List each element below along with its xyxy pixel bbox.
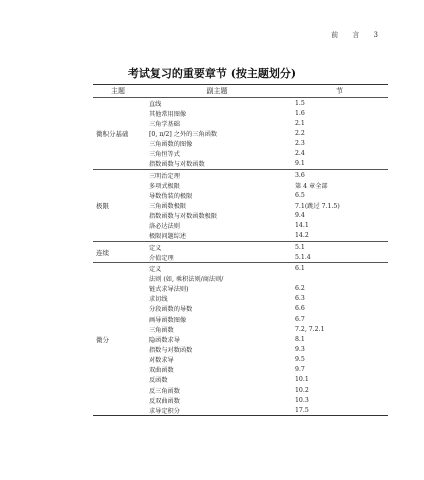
table-row: [143, 149, 388, 159]
section-cell: 6.5: [295, 191, 305, 199]
section-cell: 6.1: [295, 264, 305, 272]
section-cell: 8.1: [295, 335, 305, 343]
subtopic-cell: 导数伪装的极限: [149, 192, 193, 200]
topic-label: 极限: [96, 201, 109, 210]
section-cell: 第 4 章全部: [295, 182, 328, 190]
table-row: [143, 365, 388, 375]
topic-label: 连续: [96, 248, 109, 257]
table-row: [143, 242, 388, 252]
subtopic-cell: 法则 (如, 乘积法则/商法则/: [149, 275, 224, 283]
table-row: [143, 159, 388, 169]
topic-group: [93, 98, 388, 170]
table-row: [143, 98, 388, 108]
section-cell: 7.2, 7.2.1: [295, 325, 325, 333]
table-row: [143, 128, 388, 138]
section-cell: 1.5: [295, 99, 305, 107]
table-row: [143, 314, 388, 324]
subtopic-cell: 洛必达法则: [149, 223, 180, 231]
table-row: [143, 190, 388, 200]
subtopic-cell: 反双曲函数: [149, 397, 180, 405]
running-head: 前 言 3: [331, 31, 384, 39]
subtopic-cell: 介值定理: [149, 254, 174, 262]
table-row: [143, 200, 388, 210]
subtopic-cell: 三角学基础: [149, 120, 180, 128]
section-cell: 2.1: [295, 119, 305, 127]
table-row: [143, 118, 388, 128]
header-section: 节: [336, 87, 343, 95]
subtopic-cell: 三明治定理: [149, 172, 180, 180]
subtopic-cell: 链式求导法则): [149, 286, 189, 294]
section-cell: 9.5: [295, 356, 305, 364]
topic-group: [93, 170, 388, 242]
page-title: 考试复习的重要章节 (按主题划分): [127, 67, 297, 80]
table-row: [143, 294, 388, 304]
subtopic-cell: 三角函数极限: [149, 202, 187, 210]
subtopic-cell: 分段函数的导数: [149, 306, 193, 314]
subtopic-cell: 对数求导: [149, 357, 174, 365]
table-row: [143, 180, 388, 190]
section-cell: 14.1: [295, 222, 309, 230]
section-cell: 10.3: [295, 396, 309, 404]
topic-label: 微积分基础: [96, 129, 129, 138]
subtopic-cell: 反三角函数: [149, 387, 180, 395]
section-cell: 3.6: [295, 171, 305, 179]
topic-group: [93, 263, 388, 415]
section-cell: 6.7: [295, 315, 305, 323]
section-cell: 10.2: [295, 386, 309, 394]
section-cell: 10.1: [295, 376, 309, 384]
section-cell: 2.3: [295, 140, 305, 148]
table-row: [143, 221, 388, 231]
topic-label: 微分: [96, 335, 109, 344]
subtopic-cell: 指数与对数函数: [149, 346, 193, 354]
subtopic-cell: 三角函数: [149, 326, 174, 334]
section-cell: 2.2: [295, 129, 305, 137]
subtopic-cell: 求切线: [149, 296, 168, 304]
table-row: [143, 405, 388, 415]
table-row: [143, 231, 388, 241]
subtopic-cell: 三角函数的图像: [149, 141, 193, 149]
subtopic-cell: 求导定积分: [149, 407, 180, 415]
subtopic-cell: [0, π/2] 之外的三角函数: [149, 130, 218, 138]
table-row: [143, 304, 388, 314]
table-row: [143, 108, 388, 118]
section-cell: 17.5: [295, 406, 309, 414]
table-row: [143, 355, 388, 365]
table-row: [143, 375, 388, 385]
subtopic-cell: 指数函数与对数函数极限: [149, 213, 218, 221]
subtopic-cell: 画导函数图像: [149, 316, 187, 324]
chapter-table: [93, 84, 388, 416]
subtopic-cell: 其他常用图像: [149, 110, 187, 118]
section-cell: 1.6: [295, 109, 305, 117]
section-cell: 14.2: [295, 232, 309, 240]
section-cell: 6.2: [295, 285, 305, 293]
table-row: [143, 211, 388, 221]
subtopic-cell: 隐函数求导: [149, 336, 180, 344]
table-row: [143, 324, 388, 334]
section-cell: 5.1.4: [295, 253, 311, 261]
table-row: [143, 252, 388, 262]
table-row: [143, 334, 388, 344]
subtopic-cell: 双曲函数: [149, 367, 174, 375]
subtopic-cell: 直线: [149, 100, 162, 108]
header-subtopic: 副主题: [206, 87, 228, 95]
section-cell: 6.3: [295, 295, 305, 303]
subtopic-cell: 多项式极限: [149, 182, 180, 190]
section-cell: 2.4: [295, 150, 305, 158]
table-row: [143, 170, 388, 180]
section-cell: 6.6: [295, 305, 305, 313]
table-header: [93, 85, 388, 98]
table-row: [143, 395, 388, 405]
section-cell: 5.1: [295, 243, 305, 251]
table-row: [143, 139, 388, 149]
table-row: [143, 273, 388, 283]
subtopic-cell: 三角恒等式: [149, 151, 180, 159]
subtopic-cell: 定义: [149, 244, 162, 252]
topic-group: [93, 242, 388, 263]
subtopic-cell: 反函数: [149, 377, 168, 385]
section-cell: 9.4: [295, 212, 305, 220]
subtopic-cell: 极限问题综述: [149, 233, 187, 241]
subtopic-cell: 定义: [149, 265, 162, 273]
table-row: [143, 344, 388, 354]
table-row: [143, 284, 388, 294]
header-topic: 主题: [111, 87, 125, 95]
table-row: [143, 263, 388, 273]
section-cell: 9.7: [295, 366, 305, 374]
section-cell: 7.1(跳过 7.1.5): [295, 202, 340, 210]
section-cell: 9.3: [295, 345, 305, 353]
section-cell: 9.1: [295, 160, 305, 168]
table-row: [143, 385, 388, 395]
subtopic-cell: 指数函数与对数函数: [149, 161, 205, 169]
